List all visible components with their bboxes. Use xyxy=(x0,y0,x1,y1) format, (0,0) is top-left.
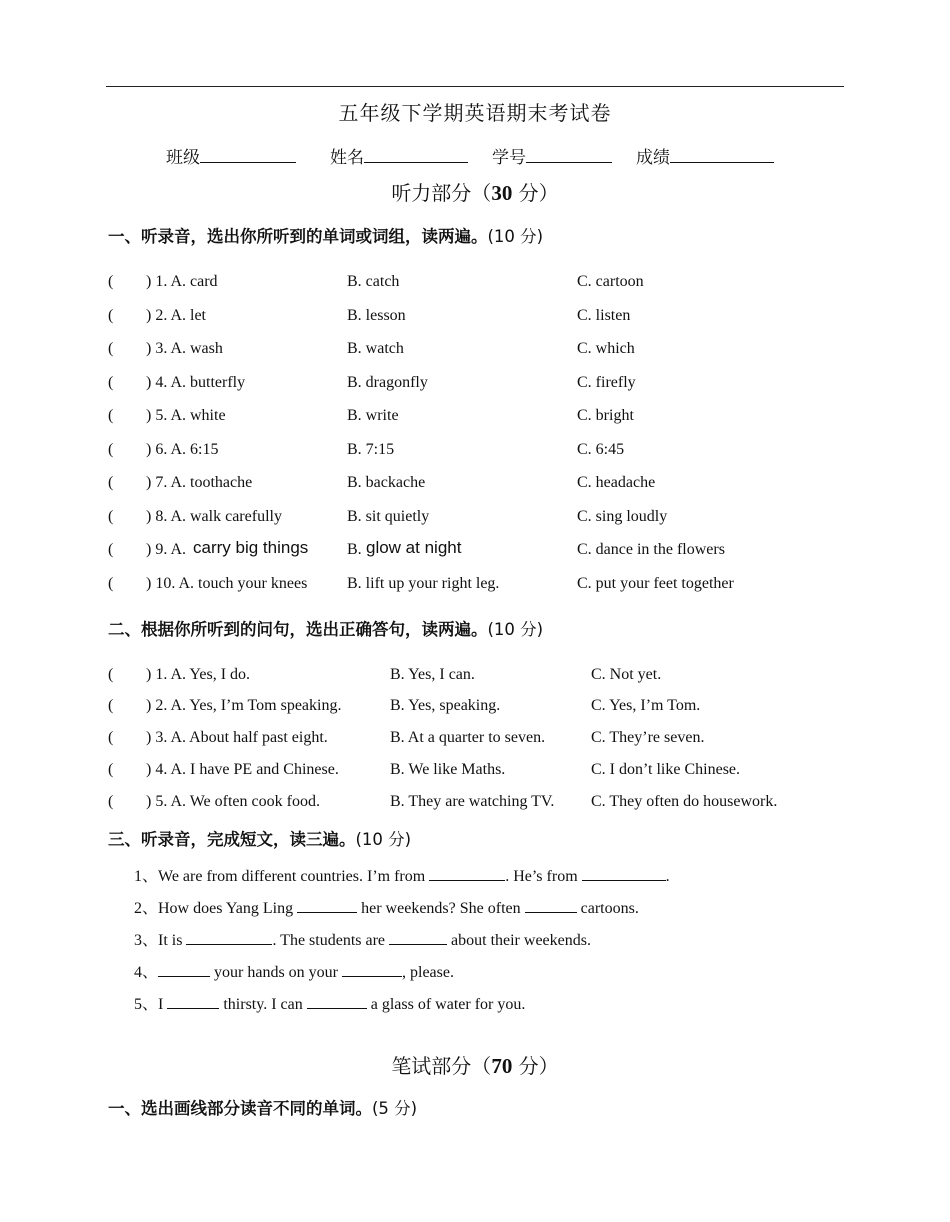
written-heading-suffix: 分） xyxy=(512,1054,559,1078)
option-a: ) 1. A. Yes, I do. xyxy=(146,666,251,683)
option-c: C. Not yet. xyxy=(591,666,662,683)
option-b: B. backache xyxy=(347,474,426,491)
written-heading-text: 笔试部分（ xyxy=(391,1054,492,1078)
fill-blank[interactable] xyxy=(167,994,219,1009)
answer-paren[interactable]: ( xyxy=(108,697,114,714)
option-a: ) 3. A. wash xyxy=(146,340,223,357)
option-a: ) 4. A. I have PE and Chinese. xyxy=(146,761,339,778)
option-a: ) 2. A. let xyxy=(146,307,206,324)
option-b: B. Yes, I can. xyxy=(390,666,475,683)
listening-heading-text: 听力部分（ xyxy=(391,181,492,205)
question-row xyxy=(108,575,848,597)
option-b: B. At a quarter to seven. xyxy=(390,729,546,746)
fill-text: . The students are xyxy=(272,932,390,949)
option-b: B. lesson xyxy=(347,307,406,324)
page-title: 五年级下学期英语期末考试卷 xyxy=(338,101,612,125)
question-row xyxy=(108,697,848,719)
question-row xyxy=(108,508,848,530)
class-field xyxy=(166,143,296,168)
class-blank[interactable] xyxy=(200,144,296,163)
question-row xyxy=(108,441,848,463)
option-b: B. dragonfly xyxy=(347,374,428,391)
question-row xyxy=(108,793,848,815)
option-a: ) 8. A. walk carefully xyxy=(146,508,282,525)
fill-line xyxy=(134,927,591,950)
option-a: ) 2. A. Yes, I’m Tom speaking. xyxy=(146,697,342,714)
option-c: C. Yes, I’m Tom. xyxy=(591,697,701,714)
section-heading-text: 三、听录音，完成短文，读三遍。 xyxy=(108,830,356,849)
option-b-prefix: B. xyxy=(347,541,362,558)
fill-blank[interactable] xyxy=(297,898,357,913)
listening-section2-heading xyxy=(108,616,543,640)
answer-paren[interactable]: ( xyxy=(108,793,114,810)
option-b: B. watch xyxy=(347,340,404,357)
name-blank[interactable] xyxy=(364,144,468,163)
option-a: ) 3. A. About half past eight. xyxy=(146,729,328,746)
option-c: C. They often do housework. xyxy=(591,793,778,810)
option-b: B. We like Maths. xyxy=(390,761,506,778)
answer-paren[interactable]: ( xyxy=(108,273,114,290)
option-b: B. lift up your right leg. xyxy=(347,575,500,592)
fill-text: your hands on your xyxy=(210,964,342,981)
fill-text: 4、 xyxy=(134,964,159,981)
option-c: C. They’re seven. xyxy=(591,729,705,746)
fill-line xyxy=(134,895,639,918)
question-row xyxy=(108,474,848,496)
fill-blank[interactable] xyxy=(582,866,666,881)
option-c: C. bright xyxy=(577,407,634,424)
option-c: C. sing loudly xyxy=(577,508,668,525)
question-row xyxy=(108,374,848,396)
answer-paren[interactable]: ( xyxy=(108,441,114,458)
fill-line xyxy=(134,991,525,1014)
score-blank[interactable] xyxy=(670,144,774,163)
option-a: ) 10. A. touch your knees xyxy=(146,575,308,592)
option-a: ) 7. A. toothache xyxy=(146,474,253,491)
fill-text: 2、How does Yang Ling xyxy=(134,900,298,917)
fill-text: . xyxy=(665,868,670,885)
option-a: ) 5. A. white xyxy=(146,407,226,424)
fill-line xyxy=(134,863,670,886)
option-c: C. dance in the flowers xyxy=(577,541,725,558)
fill-blank[interactable] xyxy=(429,866,505,881)
option-c: C. listen xyxy=(577,307,631,324)
fill-blank[interactable] xyxy=(158,962,210,977)
option-b: B. They are watching TV. xyxy=(390,793,555,810)
fill-text: her weekends? She often xyxy=(357,900,525,917)
option-a: ) 5. A. We often cook food. xyxy=(146,793,320,810)
option-a: ) 1. A. card xyxy=(146,273,218,290)
answer-paren[interactable]: ( xyxy=(108,407,114,424)
section-points: (10 分) xyxy=(355,830,412,849)
section-heading-text: 一、选出画线部分读音不同的单词。 xyxy=(108,1099,372,1118)
fill-text: , please. xyxy=(402,964,454,981)
answer-paren[interactable]: ( xyxy=(108,541,114,558)
answer-paren[interactable]: ( xyxy=(108,666,114,683)
listening-section1-heading xyxy=(108,223,543,247)
section-points: (10 分) xyxy=(487,620,544,639)
section-heading-text: 一、听录音，选出你所听到的单词或词组，读两遍。 xyxy=(108,227,488,246)
answer-paren[interactable]: ( xyxy=(108,761,114,778)
name-label: 姓名 xyxy=(330,148,364,168)
answer-paren[interactable]: ( xyxy=(108,474,114,491)
name-field xyxy=(330,143,468,168)
fill-text: . He’s from xyxy=(505,868,582,885)
section-points: (10 分) xyxy=(487,227,544,246)
option-c: C. 6:45 xyxy=(577,441,625,458)
question-row xyxy=(108,273,848,295)
question-row xyxy=(108,538,848,563)
fill-blank[interactable] xyxy=(389,930,447,945)
answer-paren[interactable]: ( xyxy=(108,340,114,357)
question-row xyxy=(108,666,848,688)
written-section1-heading xyxy=(108,1095,417,1119)
id-field xyxy=(492,143,612,168)
listening-part-heading xyxy=(0,177,950,206)
score-label: 成绩 xyxy=(636,148,670,168)
section-points: (5 分) xyxy=(372,1099,418,1118)
option-b: B. write xyxy=(347,407,399,424)
option-c: C. put your feet together xyxy=(577,575,734,592)
section-heading-text: 二、根据你所听到的问句，选出正确答句，读两遍。 xyxy=(108,620,488,639)
option-c: C. headache xyxy=(577,474,656,491)
fill-text: 3、It is xyxy=(134,932,187,949)
option-b: glow at night xyxy=(366,538,462,557)
id-label: 学号 xyxy=(492,148,526,168)
option-a: ) 6. A. 6:15 xyxy=(146,441,219,458)
student-info-row xyxy=(0,143,950,167)
option-b: B. Yes, speaking. xyxy=(390,697,501,714)
id-blank[interactable] xyxy=(526,144,612,163)
fill-text: cartoons. xyxy=(576,900,639,917)
fill-text: a glass of water for you. xyxy=(366,996,526,1013)
fill-text: about their weekends. xyxy=(447,932,591,949)
option-c: C. which xyxy=(577,340,635,357)
option-a-prefix: ) 9. A. xyxy=(146,541,186,558)
listening-heading-suffix: 分） xyxy=(512,181,559,205)
fill-text: 5、I xyxy=(134,996,168,1013)
answer-paren[interactable]: ( xyxy=(108,374,114,391)
question-row xyxy=(108,307,848,329)
top-rule xyxy=(106,86,844,87)
option-a: carry big things xyxy=(193,538,309,557)
fill-text: 1、We are from different countries. I’m from xyxy=(134,868,430,885)
fill-blank[interactable] xyxy=(342,962,402,977)
option-c: C. cartoon xyxy=(577,273,644,290)
fill-line xyxy=(134,959,454,982)
answer-paren[interactable]: ( xyxy=(108,307,114,324)
option-b: B. 7:15 xyxy=(347,441,395,458)
written-part-heading xyxy=(0,1050,950,1079)
option-b: B. sit quietly xyxy=(347,508,430,525)
answer-paren[interactable]: ( xyxy=(108,508,114,525)
answer-paren[interactable]: ( xyxy=(108,575,114,592)
fill-blank[interactable] xyxy=(186,930,272,945)
answer-paren[interactable]: ( xyxy=(108,729,114,746)
question-row xyxy=(108,340,848,362)
option-c: C. firefly xyxy=(577,374,636,391)
option-b: B. catch xyxy=(347,273,400,290)
fill-text: thirsty. I can xyxy=(219,996,307,1013)
score-field xyxy=(636,143,774,168)
option-a: ) 4. A. butterfly xyxy=(146,374,246,391)
written-heading-points: 70 xyxy=(491,1054,513,1078)
fill-blank[interactable] xyxy=(525,898,577,913)
class-label: 班级 xyxy=(166,148,200,168)
question-row xyxy=(108,407,848,429)
question-row xyxy=(108,729,848,751)
fill-blank[interactable] xyxy=(307,994,367,1009)
listening-section3-heading xyxy=(108,826,411,850)
option-c: C. I don’t like Chinese. xyxy=(591,761,741,778)
question-row xyxy=(108,761,848,783)
listening-heading-points: 30 xyxy=(491,181,513,205)
